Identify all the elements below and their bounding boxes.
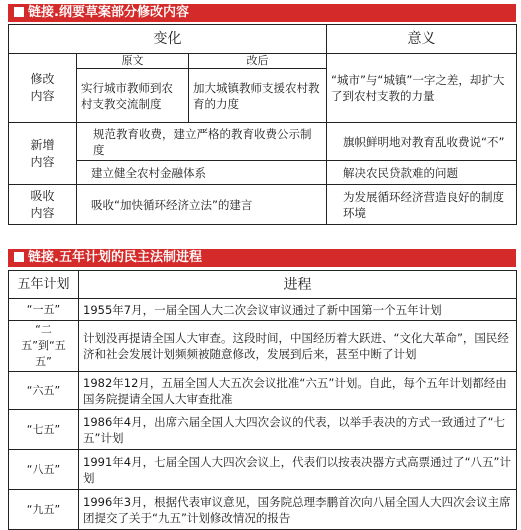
- row-label-absorb: 吸收 内容: [9, 185, 77, 225]
- square-bullet-icon: [14, 7, 24, 17]
- new-meaning-1: 旗帜鲜明地对教育乱收费说“不”: [327, 123, 517, 161]
- absorb-change: 吸收“加快循环经济立法”的建言: [77, 185, 327, 225]
- plan-label-4: “七五”: [9, 410, 79, 450]
- plan-text-3: 1982年12月，五届全国人大五次会议批准“六五”计划。自此，每个五年计划都经由国务院提请全国人大审查批准: [79, 372, 517, 410]
- new-change-1: 规范教育收费，建立严格的教育收费公示制度: [77, 123, 327, 161]
- section2-title: 链接.五年计划的民主法制进程: [28, 250, 202, 265]
- sub-header-original: 原文: [77, 54, 189, 69]
- square-bullet-icon: [14, 252, 24, 262]
- modify-original-text: 实行城市教师到农村支教交流制度: [77, 69, 189, 123]
- row-label-new: 新增 内容: [9, 123, 77, 185]
- modify-revised-text: 加大城镇教师支援农村教育的力度: [189, 69, 327, 123]
- plan-label-6: “九五”: [9, 490, 79, 530]
- plan-label-2: “二五”到“五五”: [9, 321, 79, 372]
- section1-title: 链接.纲要草案部分修改内容: [28, 5, 189, 20]
- plan-label-3: “六五”: [9, 372, 79, 410]
- header-change: 变化: [9, 25, 327, 54]
- section2-banner: [8, 249, 516, 267]
- plan-text-2: 计划没再提请全国人大审查。这段时间，中国经历着大跃进、“文化大革命”，国民经济和社会发展计划频频被随意修改，发展到后来，甚至中断了计划: [79, 321, 517, 372]
- header-process: 进程: [79, 271, 517, 299]
- plan-label-1: “一五”: [9, 299, 79, 321]
- revision-table: [8, 24, 517, 225]
- five-year-plan-table: [8, 270, 517, 530]
- absorb-meaning: 为发展循环经济营造良好的制度环境: [327, 185, 517, 225]
- row-label-modify: 修改 内容: [9, 54, 77, 123]
- section1-banner: [8, 4, 516, 22]
- modify-meaning: “城市”与“城镇”一字之差，却扩大了到农村支教的力量: [327, 54, 517, 123]
- sub-header-revised: 改后: [189, 54, 327, 69]
- header-meaning: 意义: [327, 25, 517, 54]
- plan-text-4: 1986年4月，出席六届全国人大四次会议的代表，以举手表决的方式一致通过了“七五”计划: [79, 410, 517, 450]
- plan-text-1: 1955年7月，一届全国人大二次会议审议通过了新中国第一个五年计划: [79, 299, 517, 321]
- new-change-2: 建立健全农村金融体系: [77, 161, 327, 185]
- new-meaning-2: 解决农民贷款难的问题: [327, 161, 517, 185]
- header-plan: 五年计划: [9, 271, 79, 299]
- plan-text-5: 1991年4月，七届全国人大四次会议上，代表们以按表决器方式高票通过了“八五”计划: [79, 450, 517, 490]
- plan-label-5: “八五”: [9, 450, 79, 490]
- plan-text-6: 1996年3月，根据代表审议意见，国务院总理李鹏首次向八届全国人大四次会议主席团提交了关于“九五”计划修改情况的报告: [79, 490, 517, 530]
